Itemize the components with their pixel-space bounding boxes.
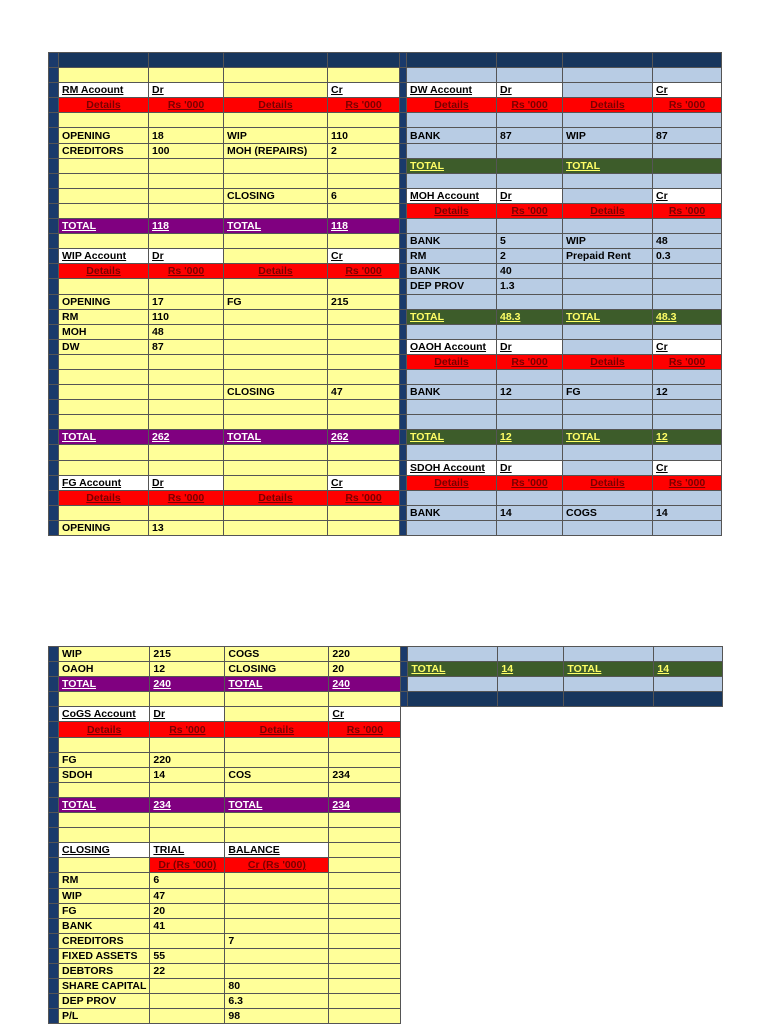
- trial-row: [49, 979, 723, 994]
- moh-prepaid-label: Prepaid Rent: [563, 249, 653, 264]
- oaoh-cr-header: Cr: [653, 339, 722, 354]
- oaoh-account-title: OAOH Account: [407, 339, 497, 354]
- rm-opening-label: OPENING: [59, 128, 149, 143]
- fg-dr-header: Dr: [149, 475, 224, 490]
- trial-balance-header: BALANCE: [225, 843, 329, 858]
- trial-row-dr: 47: [150, 888, 225, 903]
- trial-row: [49, 933, 723, 948]
- dw-wip-value: 87: [653, 128, 722, 143]
- wip-account-title: WIP Account: [59, 249, 149, 264]
- cogs-cos-value: 234: [329, 767, 401, 782]
- fg-account-title: FG Account: [59, 475, 149, 490]
- sdoh-details-header-cr: Details: [563, 475, 653, 490]
- rm-moh-label: MOH (REPAIRS): [224, 143, 328, 158]
- trial-row-cr: 98: [225, 1009, 329, 1024]
- cogs-rs-header: Rs '000: [150, 722, 225, 737]
- oaoh-total-label: TOTAL: [407, 430, 497, 445]
- rm-opening-value: 18: [149, 128, 224, 143]
- dw-total-label: TOTAL: [407, 158, 497, 173]
- sdoh-total-cr: 14: [654, 662, 723, 677]
- cogs-dr-header: Dr: [150, 707, 225, 722]
- fg-details-header-cr: Details: [224, 490, 328, 505]
- wip-total-label: TOTAL: [59, 430, 149, 445]
- sdoh-rs-header-cr: Rs '000: [653, 475, 722, 490]
- sdoh-rs-header: Rs '000: [497, 475, 563, 490]
- wip-dr-header: Dr: [149, 249, 224, 264]
- wip-rm-label: RM: [59, 309, 149, 324]
- wip-dw-label: DW: [59, 339, 149, 354]
- moh-bank2-value: 40: [497, 264, 563, 279]
- sdoh-bank-label: BANK: [407, 505, 497, 520]
- sdoh-details-header: Details: [407, 475, 497, 490]
- oaoh-rs-header-cr: Rs '000: [653, 354, 722, 369]
- rm-wip-value: 110: [328, 128, 400, 143]
- sdoh-bank-value: 14: [497, 505, 563, 520]
- trial-row: [49, 903, 723, 918]
- sdoh-cogs-label: COGS: [563, 505, 653, 520]
- trial-row-label: BANK: [59, 918, 150, 933]
- dw-total-label-cr: TOTAL: [563, 158, 653, 173]
- trial-row-dr: 55: [150, 948, 225, 963]
- trial-row: [49, 948, 723, 963]
- fg-total-label: TOTAL: [59, 677, 150, 692]
- moh-rm-value: 2: [497, 249, 563, 264]
- trial-row-dr: 41: [150, 918, 225, 933]
- moh-dep-value: 1.3: [497, 279, 563, 294]
- trial-row-label: FG: [59, 903, 150, 918]
- wip-total-label-cr: TOTAL: [224, 430, 328, 445]
- oaoh-bank-label: BANK: [407, 385, 497, 400]
- sdoh-total-dr: 14: [498, 662, 564, 677]
- cogs-account-title: CoGS Account: [59, 707, 150, 722]
- page-2-sheet: [48, 646, 723, 1024]
- oaoh-bank-value: 12: [497, 385, 563, 400]
- rm-dr-header: Dr: [149, 83, 224, 98]
- trial-row-dr: 22: [150, 963, 225, 978]
- rm-closing-value: 6: [328, 188, 400, 203]
- rm-creditors-label: CREDITORS: [59, 143, 149, 158]
- rm-closing-label: CLOSING: [224, 188, 328, 203]
- oaoh-total-label-cr: TOTAL: [563, 430, 653, 445]
- dw-wip-label: WIP: [563, 128, 653, 143]
- wip-rs-header-cr: Rs '000: [328, 264, 400, 279]
- trial-row-cr: [225, 903, 329, 918]
- cogs-fg-value: 220: [150, 752, 225, 767]
- sheet-header-row: [49, 53, 722, 68]
- trial-row-label: CREDITORS: [59, 933, 150, 948]
- moh-bank-value: 5: [497, 234, 563, 249]
- trial-row: [49, 873, 723, 888]
- moh-wip-label: WIP: [563, 234, 653, 249]
- trial-dr-header: Dr (Rs '000): [150, 858, 225, 873]
- wip-rs-header: Rs '000: [149, 264, 224, 279]
- oaoh-fg-value: 12: [653, 385, 722, 400]
- fg-cogs-label: COGS: [225, 647, 329, 662]
- dw-account-title: DW Account: [407, 83, 497, 98]
- wip-details-header: Details: [59, 264, 149, 279]
- dw-dr-header: Dr: [497, 83, 563, 98]
- cogs-total-dr: 234: [150, 797, 225, 812]
- dw-cr-header: Cr: [653, 83, 722, 98]
- wip-moh-label: MOH: [59, 324, 149, 339]
- rm-moh-value: 2: [328, 143, 400, 158]
- moh-wip-value: 48: [653, 234, 722, 249]
- trial-row: [49, 1009, 723, 1024]
- moh-dep-label: DEP PROV: [407, 279, 497, 294]
- moh-total-cr: 48.3: [653, 309, 722, 324]
- moh-total-dr: 48.3: [497, 309, 563, 324]
- dw-details-header-cr: Details: [563, 98, 653, 113]
- trial-row-label: RM: [59, 873, 150, 888]
- trial-row: [49, 888, 723, 903]
- wip-total-cr: 262: [328, 430, 400, 445]
- wip-opening-value: 17: [149, 294, 224, 309]
- moh-rm-label: RM: [407, 249, 497, 264]
- rm-wip-label: WIP: [224, 128, 328, 143]
- moh-rs-header-cr: Rs '000: [653, 203, 722, 218]
- fg-total-dr: 240: [150, 677, 225, 692]
- sdoh-cr-header: Cr: [653, 460, 722, 475]
- wip-rm-value: 110: [149, 309, 224, 324]
- moh-prepaid-value: 0.3: [653, 249, 722, 264]
- wip-fg-value: 215: [328, 294, 400, 309]
- trial-row-cr: 80: [225, 979, 329, 994]
- cogs-cos-label: COS: [225, 767, 329, 782]
- moh-account-title: MOH Account: [407, 188, 497, 203]
- fg-cr-header: Cr: [328, 475, 400, 490]
- wip-dw-value: 87: [149, 339, 224, 354]
- cogs-cr-header: Cr: [329, 707, 401, 722]
- moh-bank2-label: BANK: [407, 264, 497, 279]
- rm-total-cr: 118: [328, 219, 400, 234]
- trial-row-cr: [225, 888, 329, 903]
- trial-row-label: SHARE CAPITAL: [59, 979, 150, 994]
- sdoh-account-title: SDOH Account: [407, 460, 497, 475]
- trial-row-label: DEP PROV: [59, 994, 150, 1009]
- trial-row-dr: [150, 1009, 225, 1024]
- wip-fg-label: FG: [224, 294, 328, 309]
- trial-row-cr: [225, 948, 329, 963]
- wip-closing-value: 47: [328, 385, 400, 400]
- wip-total-dr: 262: [149, 430, 224, 445]
- trial-row-label: FIXED ASSETS: [59, 948, 150, 963]
- trial-row-cr: [225, 963, 329, 978]
- trial-row-dr: [150, 933, 225, 948]
- oaoh-total-dr: 12: [497, 430, 563, 445]
- oaoh-total-cr: 12: [653, 430, 722, 445]
- moh-bank-label: BANK: [407, 234, 497, 249]
- fg-wip-value: 215: [150, 647, 225, 662]
- oaoh-dr-header: Dr: [497, 339, 563, 354]
- cogs-total-label-cr: TOTAL: [225, 797, 329, 812]
- rm-account-title: RM Acoount: [59, 83, 149, 98]
- cogs-details-header: Details: [59, 722, 150, 737]
- cogs-sdoh-value: 14: [150, 767, 225, 782]
- moh-details-header-cr: Details: [563, 203, 653, 218]
- trial-row-dr: 6: [150, 873, 225, 888]
- oaoh-details-header: Details: [407, 354, 497, 369]
- wip-closing-label: CLOSING: [224, 385, 328, 400]
- fg-oaoh-label: OAOH: [59, 662, 150, 677]
- rm-creditors-value: 100: [149, 143, 224, 158]
- fg-cogs-value: 220: [329, 647, 401, 662]
- trial-row-label: WIP: [59, 888, 150, 903]
- oaoh-rs-header: Rs '000: [497, 354, 563, 369]
- moh-details-header: Details: [407, 203, 497, 218]
- fg-wip-label: WIP: [59, 647, 150, 662]
- moh-cr-header: Cr: [653, 188, 722, 203]
- oaoh-details-header-cr: Details: [563, 354, 653, 369]
- cogs-details-header-cr: Details: [225, 722, 329, 737]
- moh-total-label: TOTAL: [407, 309, 497, 324]
- sdoh-total-label-cr: TOTAL: [564, 662, 654, 677]
- dw-bank-value: 87: [497, 128, 563, 143]
- moh-dr-header: Dr: [497, 188, 563, 203]
- trial-cr-header: Cr (Rs '000): [225, 858, 329, 873]
- trial-row-cr: [225, 873, 329, 888]
- fg-rs-header-cr: Rs '000: [328, 490, 400, 505]
- fg-total-cr: 240: [329, 677, 401, 692]
- trial-row-dr: [150, 994, 225, 1009]
- cogs-rs-header-cr: Rs '000: [329, 722, 401, 737]
- moh-rs-header: Rs '000: [497, 203, 563, 218]
- trial-row-cr: 7: [225, 933, 329, 948]
- fg-rs-header: Rs '000: [149, 490, 224, 505]
- cogs-sdoh-label: SDOH: [59, 767, 150, 782]
- sdoh-total-label: TOTAL: [408, 662, 498, 677]
- rm-total-dr: 118: [149, 219, 224, 234]
- fg-closing-value: 20: [329, 662, 401, 677]
- fg-details-header: Details: [59, 490, 149, 505]
- rm-total-label-cr: TOTAL: [224, 219, 328, 234]
- trial-row: [49, 994, 723, 1009]
- dw-bank-label: BANK: [407, 128, 497, 143]
- trial-row: [49, 963, 723, 978]
- fg-total-label-cr: TOTAL: [225, 677, 329, 692]
- trial-row-cr: 6.3: [225, 994, 329, 1009]
- fg-closing-label: CLOSING: [225, 662, 329, 677]
- fg-oaoh-value: 12: [150, 662, 225, 677]
- fg-opening-value: 13: [149, 520, 224, 535]
- sdoh-dr-header: Dr: [497, 460, 563, 475]
- wip-moh-value: 48: [149, 324, 224, 339]
- fg-opening-label: OPENING: [59, 520, 149, 535]
- dw-rs-header: Rs '000: [497, 98, 563, 113]
- cogs-fg-label: FG: [59, 752, 150, 767]
- trial-row-label: P/L: [59, 1009, 150, 1024]
- page-1-sheet: [48, 52, 722, 536]
- oaoh-fg-label: FG: [563, 385, 653, 400]
- trial-row: [49, 918, 723, 933]
- cogs-total-label: TOTAL: [59, 797, 150, 812]
- rm-total-label: TOTAL: [59, 219, 149, 234]
- trial-row-dr: [150, 979, 225, 994]
- rm-cr-header: Cr: [328, 83, 400, 98]
- trial-trial-header: TRIAL: [150, 843, 225, 858]
- rm-rs-header-cr: Rs '000: [328, 98, 400, 113]
- trial-row-dr: 20: [150, 903, 225, 918]
- rm-details-header: Details: [59, 98, 149, 113]
- moh-total-label-cr: TOTAL: [563, 309, 653, 324]
- trial-closing-header: CLOSING: [59, 843, 150, 858]
- wip-cr-header: Cr: [328, 249, 400, 264]
- dw-rs-header-cr: Rs '000: [653, 98, 722, 113]
- sdoh-cogs-value: 14: [653, 505, 722, 520]
- rm-rs-header: Rs '000: [149, 98, 224, 113]
- rm-details-header-cr: Details: [224, 98, 328, 113]
- wip-details-header-cr: Details: [224, 264, 328, 279]
- cogs-total-cr: 234: [329, 797, 401, 812]
- trial-row-cr: [225, 918, 329, 933]
- trial-row-label: DEBTORS: [59, 963, 150, 978]
- wip-opening-label: OPENING: [59, 294, 149, 309]
- dw-details-header: Details: [407, 98, 497, 113]
